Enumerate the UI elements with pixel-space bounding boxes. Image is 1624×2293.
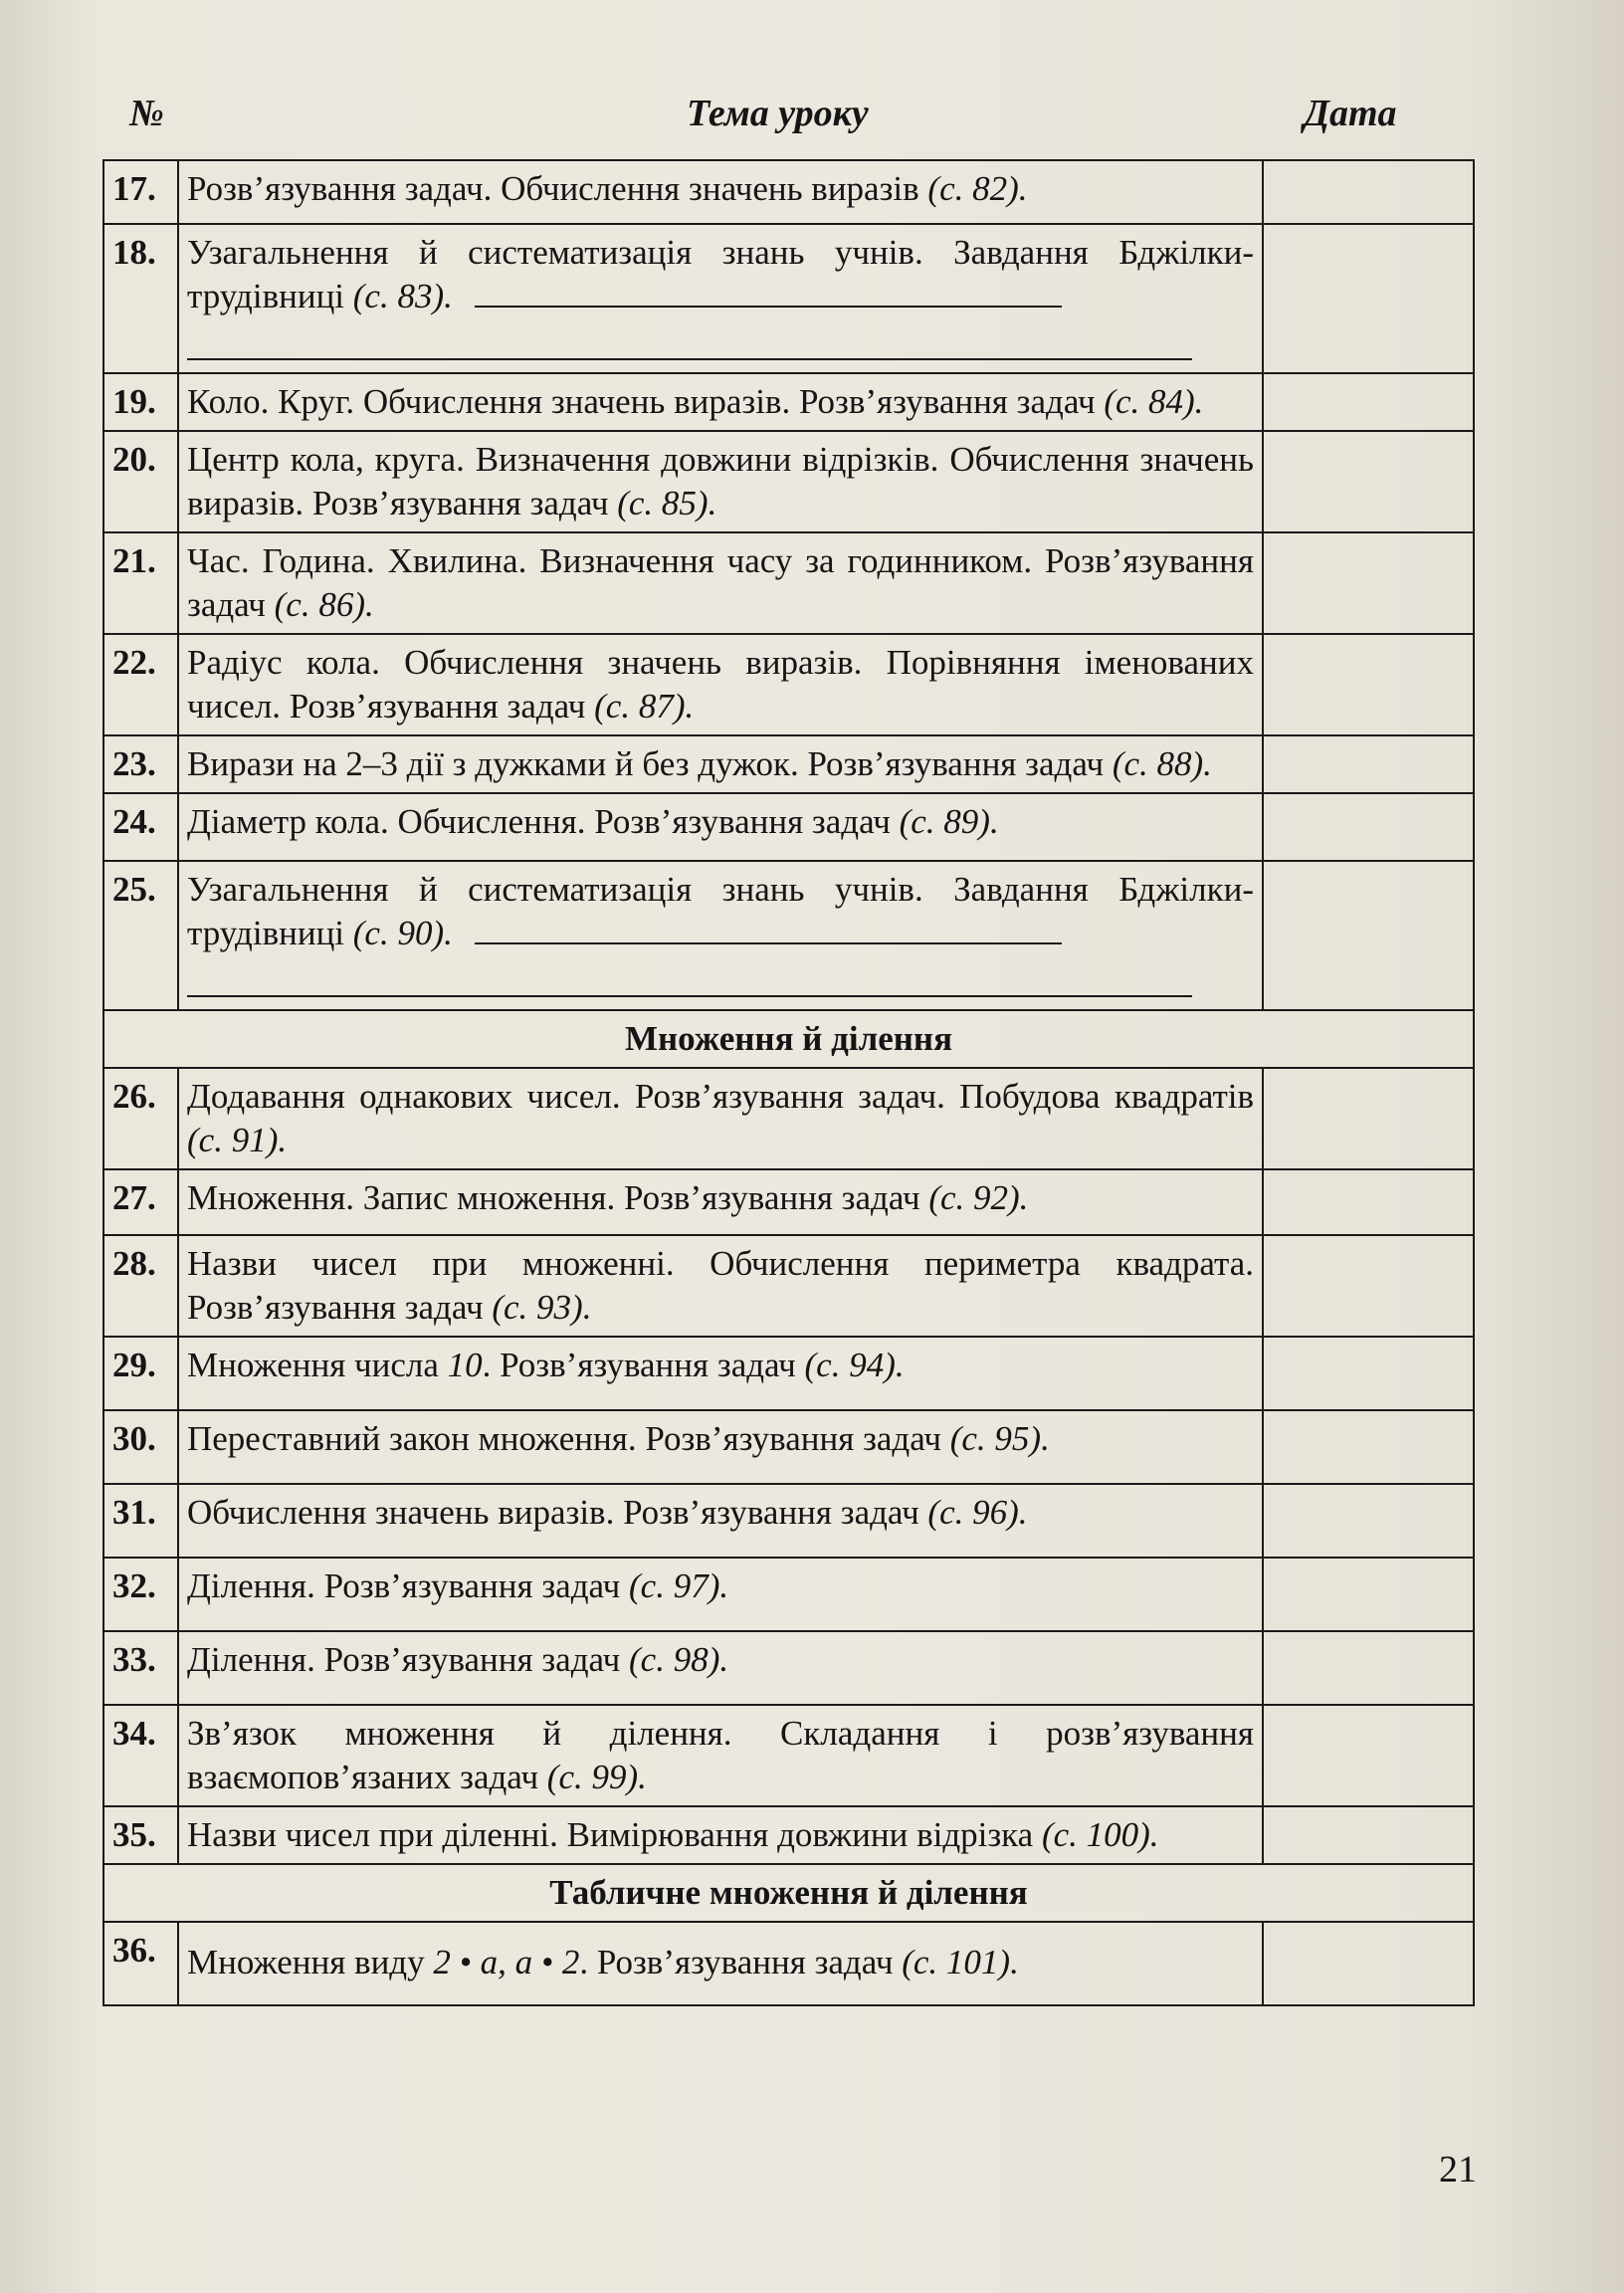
table-row [103,1337,1474,1410]
page-ref: (с. 97). [629,1566,729,1605]
table-row [103,1169,1474,1235]
page-ref: (с. 85). [617,484,717,522]
page-ref: (с. 101). [902,1943,1019,1981]
writing-line[interactable] [475,280,1062,308]
page-number: 21 [1439,2149,1477,2190]
page-ref: (с. 89). [899,802,999,841]
table-row [103,1484,1474,1558]
lesson-text: Множення числа [187,1346,448,1384]
page-ref: (с. 100). [1041,1815,1159,1854]
page-ref: (с. 94). [804,1346,905,1384]
lesson-text: Час. Година. Хвилина. Визначення часу за годинником. Розв’язування задач [187,541,1254,624]
lesson-text: Ділення. Розв’язування задач [187,1566,630,1605]
table-row [103,861,1474,1010]
date-cell[interactable] [1263,1922,1474,2005]
column-header-number: № [129,93,164,134]
lesson-text: Переставний закон множення. Розв’язування задач [187,1419,950,1458]
lesson-number: 18. [103,224,178,373]
date-cell[interactable] [1263,1631,1474,1705]
writing-line[interactable] [187,959,1192,997]
date-cell[interactable] [1263,1068,1474,1169]
lesson-number: 23. [103,735,178,793]
lesson-text: Назви чисел при множенні. Обчислення периметра квадрата. Розв’язування задач [187,1244,1254,1327]
lesson-number: 31. [103,1484,178,1558]
table-row [103,1806,1474,1864]
table-row [103,431,1474,532]
date-cell[interactable] [1263,861,1474,1010]
lesson-topic [178,634,1263,735]
lesson-topic [178,1235,1263,1337]
lesson-text: Назви чисел при діленні. Вимірювання довжини відрізка [187,1815,1042,1854]
lesson-topic [178,1558,1263,1631]
lesson-number: 26. [103,1068,178,1169]
lesson-number: 28. [103,1235,178,1337]
lesson-number: 24. [103,793,178,861]
formula-italic: 2 • а, а • 2 [433,1943,580,1981]
lesson-topic [178,1806,1263,1864]
date-cell[interactable] [1263,1337,1474,1410]
number-italic: 10 [447,1346,483,1384]
table-row [103,634,1474,735]
lesson-number: 32. [103,1558,178,1631]
date-cell[interactable] [1263,1705,1474,1806]
page-ref: (с. 86). [274,585,374,624]
table-row [103,160,1474,224]
lesson-text: Додавання однакових чисел. Розв’язування задач. Побудова квадратів [187,1077,1254,1116]
lesson-text: Діаметр кола. Обчислення. Розв’язування задач [187,802,900,841]
date-cell[interactable] [1263,1806,1474,1864]
lesson-topic [178,1705,1263,1806]
lesson-text: Вирази на 2–3 дії з дужками й без дужок. Розв’язування задач [187,744,1113,783]
lesson-number: 34. [103,1705,178,1806]
lesson-topic [178,735,1263,793]
lesson-text: . Розв’язування задач [579,1943,903,1981]
lesson-topic [178,160,1263,224]
date-cell[interactable] [1263,1235,1474,1337]
lesson-text: Обчислення значень виразів. Розв’язування задач [187,1493,928,1532]
page-ref: (с. 92). [928,1178,1029,1217]
lesson-text: Розв’язування задач. Обчислення значень виразів [187,169,928,208]
table-row [103,1558,1474,1631]
lesson-number: 36. [103,1922,178,2005]
table-row [103,224,1474,373]
lesson-text: Множення виду [187,1943,434,1981]
lesson-text: Ділення. Розв’язування задач [187,1640,630,1679]
lesson-number: 17. [103,160,178,224]
page-ref: (с. 91). [187,1121,288,1159]
date-cell[interactable] [1263,373,1474,431]
page-ref: (с. 98). [629,1640,729,1679]
lesson-text: Центр кола, круга. Визначення довжини відрізків. Обчислення значень виразів. Розв’язування задач [187,440,1254,522]
page-ref: (с. 96). [927,1493,1028,1532]
date-cell[interactable] [1263,1410,1474,1484]
page-ref: (с. 95). [949,1419,1050,1458]
table-row [103,1705,1474,1806]
page-ref: (с. 88). [1112,744,1212,783]
lesson-text: Узагальнення й систематизація знань учнів. Завдання Бджілки-трудівниці [187,233,1254,315]
lesson-number: 33. [103,1631,178,1705]
lesson-topic [178,1484,1263,1558]
date-cell[interactable] [1263,735,1474,793]
date-cell[interactable] [1263,634,1474,735]
lesson-text: Зв’язок множення й ділення. Складання і розв’язування взаємопов’язаних задач [187,1714,1254,1796]
lesson-number: 19. [103,373,178,431]
table-row [103,1235,1474,1337]
table-row [103,373,1474,431]
page-ref: (с. 83). [352,277,453,315]
lesson-number: 35. [103,1806,178,1864]
lesson-topic [178,1169,1263,1235]
date-cell[interactable] [1263,224,1474,373]
lesson-topic [178,431,1263,532]
section-row [103,1010,1474,1068]
table-row [103,1068,1474,1169]
lesson-text: . Розв’язування задач [482,1346,805,1384]
column-header-topic: Тема уроку [687,93,869,134]
lesson-topic [178,532,1263,634]
section-row [103,1864,1474,1922]
lesson-number: 30. [103,1410,178,1484]
date-cell[interactable] [1263,160,1474,224]
date-cell[interactable] [1263,1169,1474,1235]
lesson-topic [178,373,1263,431]
date-cell[interactable] [1263,793,1474,861]
lesson-topic [178,1410,1263,1484]
table-row [103,793,1474,861]
table-row [103,1410,1474,1484]
lesson-plan-table [102,159,1475,2006]
page-ref: (с. 93). [492,1288,592,1327]
lesson-text: Множення. Запис множення. Розв’язування задач [187,1178,929,1217]
date-cell[interactable] [1263,1558,1474,1631]
date-cell[interactable] [1263,532,1474,634]
lesson-number: 20. [103,431,178,532]
writing-line[interactable] [475,917,1062,944]
lesson-number: 21. [103,532,178,634]
section-heading: Табличне множення й ділення [103,1864,1474,1922]
table-row [103,1922,1474,2005]
lesson-topic [178,224,1263,373]
lesson-text: Радіус кола. Обчислення значень виразів. Порівняння іменованих чисел. Розв’язування задач [187,643,1254,726]
lesson-topic [178,1922,1263,2005]
page-ref: (с. 90). [352,914,453,952]
lesson-topic [178,793,1263,861]
lesson-number: 22. [103,634,178,735]
column-header-date: Дата [1304,93,1397,134]
date-cell[interactable] [1263,1484,1474,1558]
lesson-text: Коло. Круг. Обчислення значень виразів. Розв’язування задач [187,382,1105,421]
lesson-number: 29. [103,1337,178,1410]
lesson-number: 27. [103,1169,178,1235]
table-row [103,1631,1474,1705]
page-ref: (с. 82). [927,169,1028,208]
lesson-topic [178,861,1263,1010]
page-ref: (с. 99). [546,1758,647,1796]
lesson-number: 25. [103,861,178,1010]
lesson-topic [178,1068,1263,1169]
lesson-topic [178,1631,1263,1705]
date-cell[interactable] [1263,431,1474,532]
lesson-text: Узагальнення й систематизація знань учнів. Завдання Бджілки-трудівниці [187,870,1254,952]
table-row [103,532,1474,634]
section-heading: Множення й ділення [103,1010,1474,1068]
writing-line[interactable] [187,322,1192,360]
lesson-topic [178,1337,1263,1410]
page-ref: (с. 84). [1104,382,1204,421]
table-row [103,735,1474,793]
page-ref: (с. 87). [594,687,695,726]
